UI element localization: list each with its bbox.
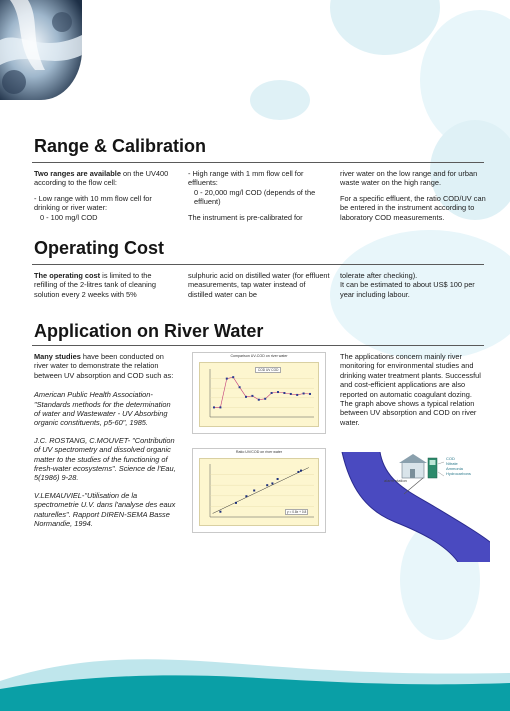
range-intro [34,169,174,188]
water-photo [0,0,82,100]
river-col-1 [34,352,176,537]
cost-lead: The operating cost [34,271,101,280]
range-col-3 [340,169,486,228]
label-cod: COD [446,456,455,461]
data-point [290,393,292,395]
river-intro [34,352,176,380]
data-point [251,395,253,397]
water-photo-image [0,0,82,100]
range-low: - Low range with 10 mm flow cell for drinking or river water: [34,193,152,213]
section-rule [32,162,484,163]
data-point [296,394,298,396]
data-point [277,391,279,393]
cost-col-2 [188,271,330,305]
footer-wave [0,621,510,711]
cost-col-3 [340,271,486,305]
data-point [271,392,273,394]
river-col3-text1: The applications concern mainly river monitoring for environmental studies and drinking water treatment plants. Successful and cost-efficient applications are also reported on automatic coagulant dozing. [340,352,481,399]
reference-item: American Public Health Association- "Standards methods for the determination of water and Wastewater - UV Absorbing organic constituents, p5-60", 1985. [34,390,171,428]
river-diagram [340,452,490,562]
label-nitrate: Nitrate [446,461,458,466]
cost-col-1 [34,271,176,305]
range-col-1 [34,169,174,228]
section-rule [32,264,484,265]
label-hydrocarbons: Hydrocarbons [446,471,471,476]
label-ammonia: Ammonia [446,466,463,471]
data-point [283,392,285,394]
data-point [303,392,305,394]
scatter-point [235,502,237,504]
range-intro-text: on the UV400 according to the flow cell: [34,169,169,188]
data-point [258,399,260,401]
river-intro-text: have been conducted on river water to demonstrate the relation between UV absorption and COD such as: [34,352,174,380]
bg-bubble [330,0,440,55]
figure-scatter-plot-area [199,458,319,526]
series-line [214,377,310,407]
data-point [232,376,234,378]
figure-scatter-chart [192,448,326,533]
scatter-point [297,471,299,473]
data-point [309,393,311,395]
figure-scatter-annotation: y = 0.8x + 0.8 [287,510,307,514]
scatter-point [266,484,268,486]
river-col3-text2: The graph above shows a typical relation between UV absorption and COD on river water. [340,399,477,427]
alarm-station-label: alarm station [384,478,407,483]
cost-col3-text2: It can be estimated to about US$ 100 per year including labour. [340,280,475,299]
data-point [219,406,221,408]
data-point [239,386,241,388]
range-precal: The instrument is pre-calibrated for [188,212,303,222]
scatter-chart-svg [200,459,320,527]
cost-text [34,271,176,299]
data-point [226,378,228,380]
scatter-point [253,490,255,492]
river-col-3 [340,352,486,433]
figure-line-chart [192,352,326,434]
figure-scatter-title: Ratio UV/COD on river water [235,450,283,454]
range-high: - High range with 1 mm flow cell for effluents: [188,169,304,188]
data-point [264,398,266,400]
section-rule [32,345,484,346]
section-title-range: Range & Calibration [34,136,207,156]
cost-col2-text: sulphuric acid on distilled water (for effluent measurements, tap water instead of distilled water can be [188,271,330,299]
figure-line-legend: COD UV COD [255,367,281,373]
cost-text-body: is limited to the refilling of the 2-litres tank of cleaning solution every 2 weeks with 5% [34,271,157,299]
section-title-cost: Operating Cost [34,238,165,258]
range-col3-text1: river water on the low range and for urban waste water on the high range. [340,169,478,188]
scatter-point [271,482,273,484]
reference-list [34,390,176,528]
scatter-point [219,511,221,513]
range-lead: Two ranges are available [34,169,121,178]
scatter-point [300,470,302,472]
range-col3-text2: For a specific effluent, the ratio COD/UV can be entered in the instrument according to laboratory COD measurements. [340,193,486,222]
range-low-values: 0 - 100 mg/l COD [40,212,98,222]
figure-line-title: Comparison UV-COD on river water [230,354,288,358]
bg-bubble [250,80,310,120]
data-point [245,396,247,398]
scatter-point [245,495,247,497]
data-point [213,406,215,408]
scatter-point [277,478,279,480]
analyzer-labels [446,456,471,476]
section-title-river: Application on River Water [34,321,264,341]
river-lead: Many studies [34,352,81,361]
range-high-values: 0 - 20,000 mg/l COD (depends of the effluent) [194,187,316,207]
reference-item: J.C. ROSTANG, C.MOUVET- "Contribution of UV spectrometry and dissolved organic matter to the studies of the functioning of fresh-water ecosystems". Science de l'Eau, 5(1986) 9-28. [34,435,176,483]
range-col-2 [188,169,330,228]
cost-col3-text1: tolerate after checking). [340,271,418,280]
analyzer-cabinet-icon [428,458,437,478]
house-icon [399,454,427,478]
reference-item: V.LEMAUVIEL-"Utilisation de la spectrometrie U.V. dans l'analyse des eaux naturelles". Rapport DIREN-SEMA Basse Normandie, 1994. [34,490,176,529]
